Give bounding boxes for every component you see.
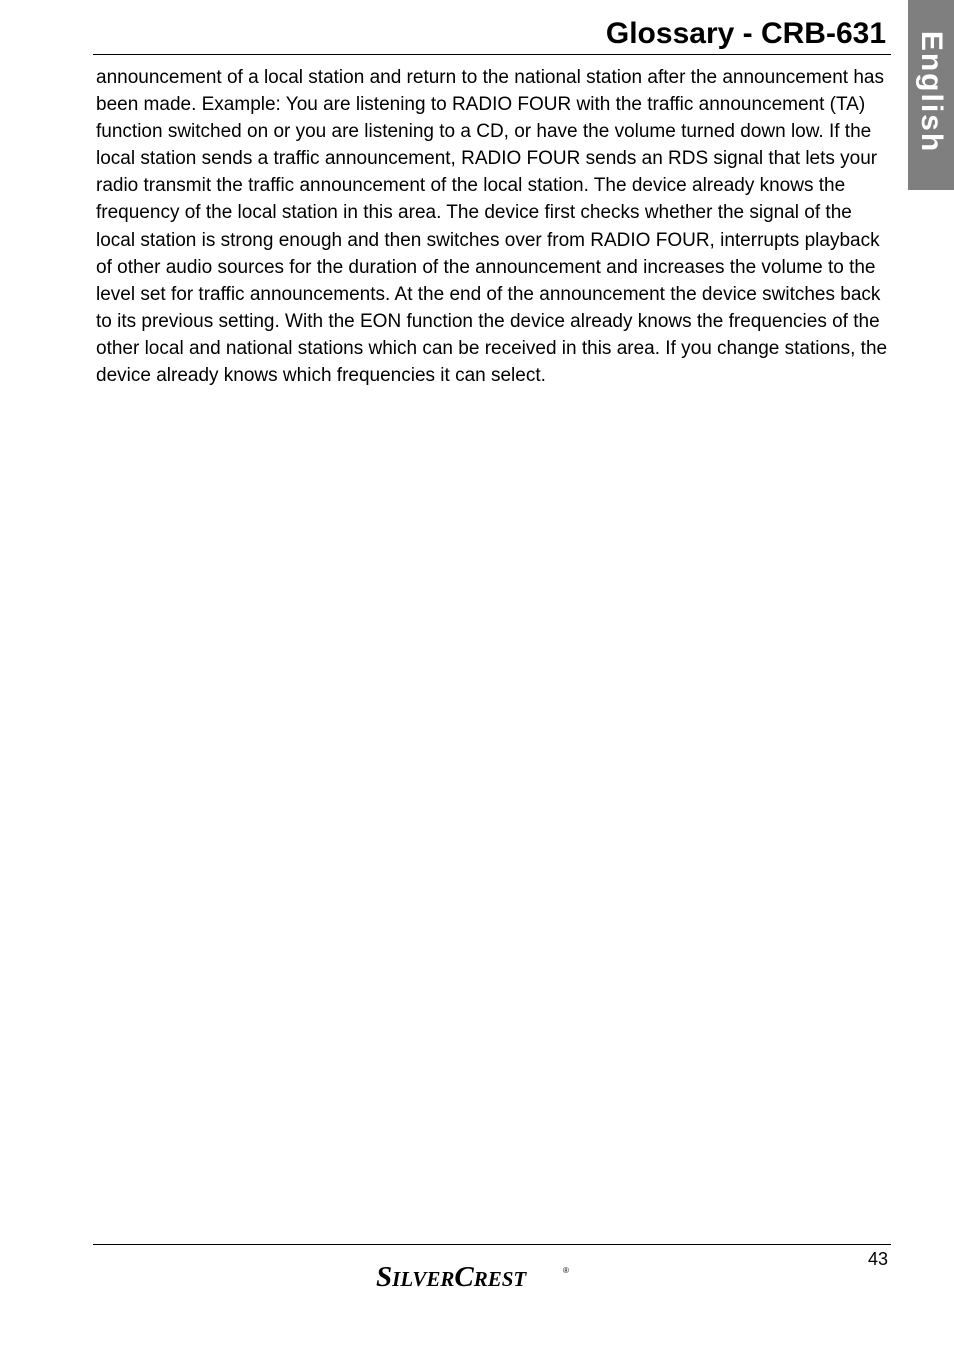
language-tab-label: English <box>915 30 948 154</box>
header-divider <box>93 54 891 55</box>
svg-text:®: ® <box>563 1266 569 1275</box>
page-title: Glossary - CRB-631 <box>605 17 886 50</box>
page-number: 43 <box>867 1249 888 1269</box>
language-tab <box>908 0 954 190</box>
svg-text:SILVERCREST: SILVERCREST <box>376 1261 527 1293</box>
footer-divider <box>93 1244 891 1245</box>
glossary-paragraph: announcement of a local station and return to the national station after the announcement has been made. Example: You are listening to RADIO FOUR with the traffic announcement (TA) function switched on or you are listening to a CD, or have the volume turned down low. If the local station sends a traffic announcement, RADIO FOUR sends an RDS signal that lets your radio transmit the traffic announcement of the local station. The device already knows the frequency of the local station in this area. The device first checks whether the signal of the local station is strong enough and then switches over from RADIO FOUR, interrupts playback of other audio sources for the duration of the announcement and increases the volume to the level set for traffic announcements. At the end of the announcement the device switches back to its previous setting. With the EON function the device already knows the frequencies of the other local and national stations which can be received in this area. If you change stations, the device already knows which frequencies it can select. <box>96 67 888 387</box>
silvercrest-logo <box>376 1256 576 1296</box>
